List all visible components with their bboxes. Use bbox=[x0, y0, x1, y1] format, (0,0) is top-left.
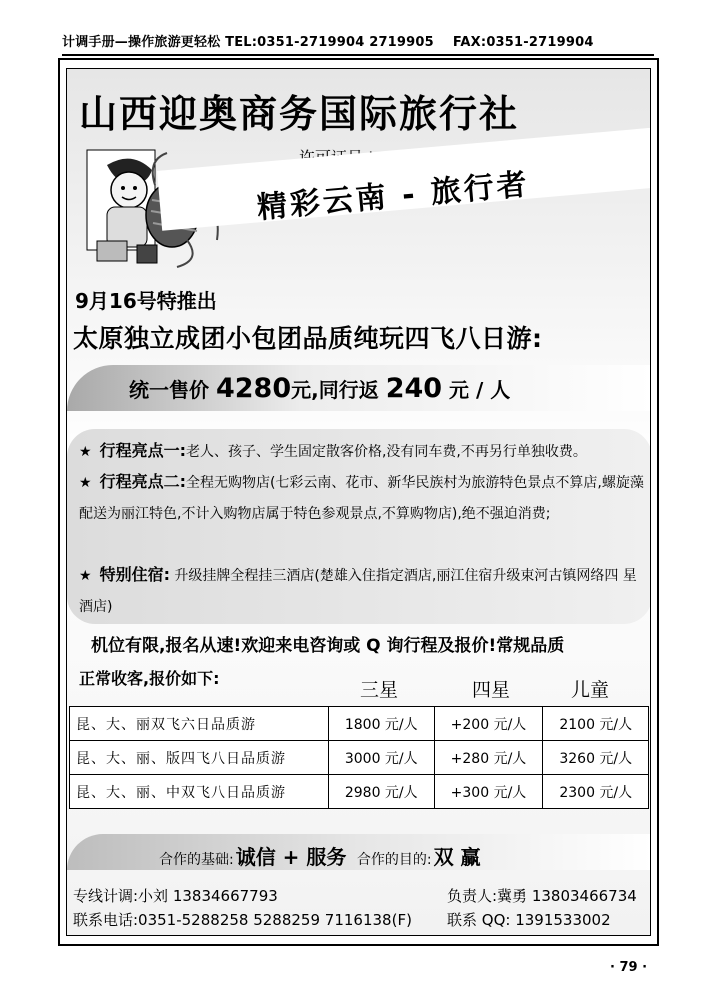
company-name: 山西迎奥商务国际旅行社 bbox=[79, 92, 520, 136]
star-icon: ★ bbox=[79, 568, 92, 584]
price-mid: 元,同行返 bbox=[291, 378, 379, 402]
header-tel: 0351-2719904 2719905 bbox=[257, 35, 434, 50]
price-line bbox=[129, 373, 510, 404]
booking-notice: 机位有限,报名从速!欢迎来电咨询或 Q 询行程及报价!常规品质 bbox=[91, 636, 565, 656]
goal-value: 双 赢 bbox=[433, 845, 481, 869]
table-row bbox=[70, 775, 649, 809]
price-suffix: 元 / 人 bbox=[449, 378, 511, 402]
highlight-text: 老人、孩子、学生固定散客价格,没有同车费,不再另行单独收费。 bbox=[185, 444, 587, 460]
price-amount: 4280 bbox=[215, 373, 292, 404]
qq-contact: 联系 QQ: 1391533002 bbox=[447, 911, 611, 929]
page-number: · 79 · bbox=[610, 960, 648, 975]
table-row bbox=[70, 741, 649, 775]
quote-intro: 正常收客,报价如下: bbox=[79, 669, 220, 688]
highlight-text: 全程无购物店(七彩云南、花市、新华民族村为旅游特色景点不算店,螺旋藻配送为丽江特色,不计入购物店属于特色参观景点,不算购物店),绝不强迫消费; bbox=[79, 475, 644, 522]
basis-value: 诚信 + 服务 bbox=[235, 845, 347, 869]
product-title: 太原独立成团小包团品质纯玩四飞八日游: bbox=[73, 324, 543, 353]
four-star-price: +300 元/人 bbox=[434, 775, 543, 809]
column-three-star: 三星 bbox=[360, 679, 399, 701]
tagline: 精彩云南 - 旅行者 bbox=[255, 167, 532, 226]
launch-date: 9月16号特推出 bbox=[75, 289, 217, 313]
route-cell: 昆、大、丽双飞六日品质游 bbox=[70, 707, 329, 741]
highlight-item bbox=[79, 435, 639, 468]
highlight-text: 升级挂牌全程挂三酒店(楚雄入住指定酒店,丽江住宿升级束河古镇网络四 星酒店) bbox=[79, 568, 637, 615]
planner-contact: 专线计调:小刘 13834667793 bbox=[73, 887, 278, 905]
route-cell: 昆、大、丽、版四飞八日品质游 bbox=[70, 741, 329, 775]
header-slogan: 计调手册—操作旅游更轻松 bbox=[62, 35, 221, 50]
route-cell: 昆、大、丽、中双飞八日品质游 bbox=[70, 775, 329, 809]
star-icon: ★ bbox=[79, 475, 92, 491]
three-star-price: 3000 元/人 bbox=[329, 741, 435, 775]
highlights-panel bbox=[67, 429, 651, 624]
table-row bbox=[70, 707, 649, 741]
price-rebate: 240 bbox=[385, 373, 443, 404]
highlight-title: 行程亮点一: bbox=[99, 441, 186, 460]
three-star-price: 2980 元/人 bbox=[329, 775, 435, 809]
price-table bbox=[69, 706, 649, 809]
ad-panel bbox=[66, 68, 651, 936]
header-fax-label: FAX: bbox=[452, 35, 487, 50]
header-strip bbox=[62, 34, 654, 56]
basis-label: 合作的基础: bbox=[159, 852, 234, 868]
phone-contact: 联系电话:0351-5288258 5288259 7116138(F) bbox=[73, 911, 412, 929]
star-icon: ★ bbox=[79, 444, 92, 460]
header-fax: 0351-2719904 bbox=[486, 35, 594, 50]
three-star-price: 1800 元/人 bbox=[329, 707, 435, 741]
child-price: 3260 元/人 bbox=[543, 741, 649, 775]
column-child: 儿童 bbox=[571, 679, 610, 701]
four-star-price: +280 元/人 bbox=[434, 741, 543, 775]
price-prefix: 统一售价 bbox=[129, 378, 209, 402]
four-star-price: +200 元/人 bbox=[434, 707, 543, 741]
highlight-item bbox=[79, 466, 645, 530]
column-four-star: 四星 bbox=[472, 679, 511, 701]
highlight-item bbox=[79, 559, 645, 623]
manager-contact: 负责人:冀勇 13803466734 bbox=[447, 887, 637, 905]
child-price: 2100 元/人 bbox=[543, 707, 649, 741]
child-price: 2300 元/人 bbox=[543, 775, 649, 809]
highlight-title: 行程亮点二: bbox=[99, 472, 186, 491]
cooperation-line bbox=[159, 841, 487, 870]
header-tel-label: TEL: bbox=[225, 35, 258, 50]
highlight-title: 特别住宿: bbox=[99, 565, 170, 584]
goal-label: 合作的目的: bbox=[356, 852, 432, 868]
